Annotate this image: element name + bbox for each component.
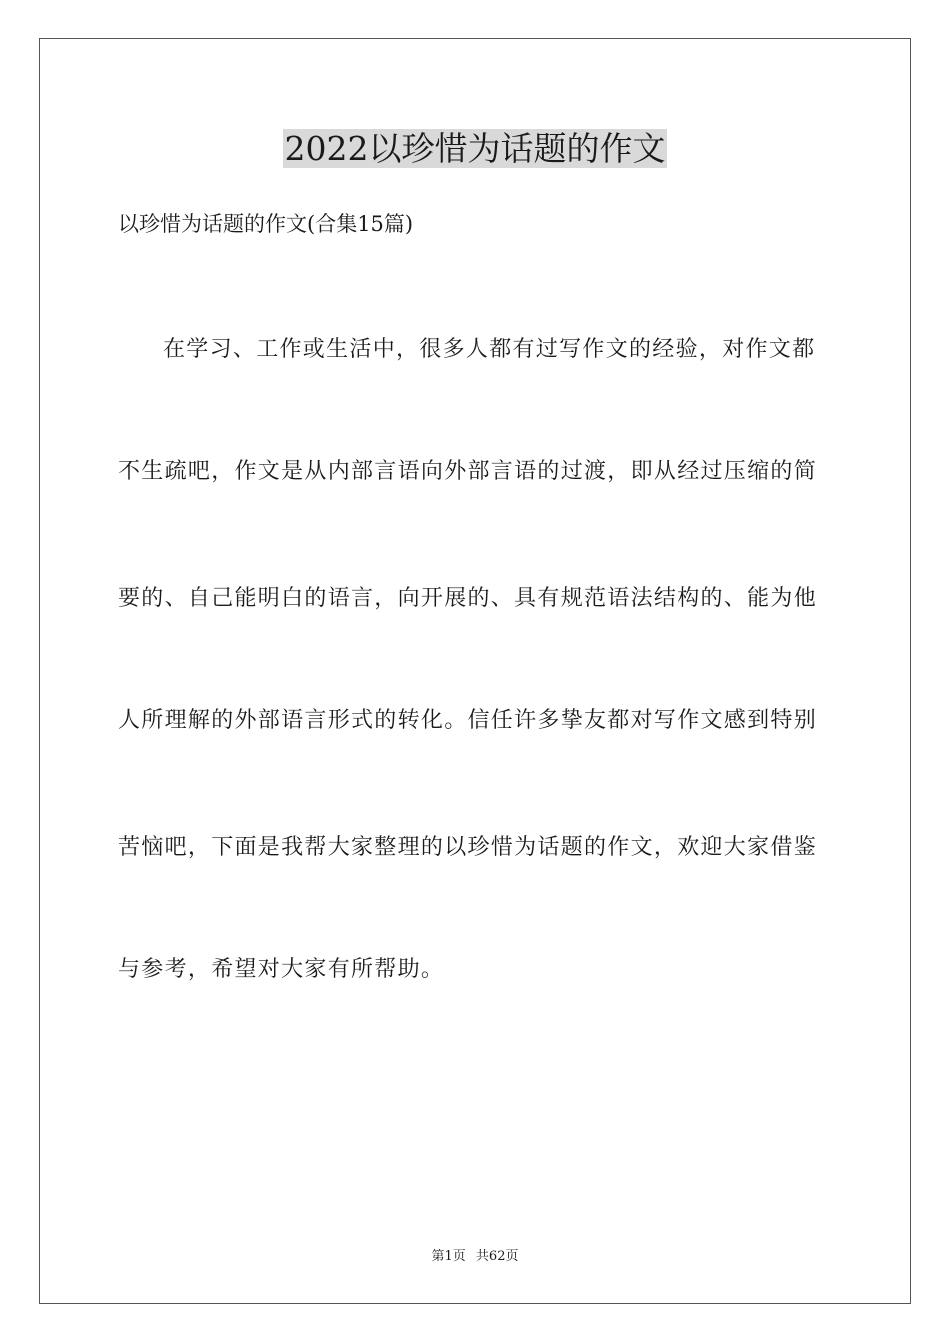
document-subtitle: 以珍惜为话题的作文(合集15篇) — [118, 212, 414, 236]
document-title-text: 2022以珍惜为话题的作文 — [284, 129, 666, 168]
paragraph-line: 与参考，希望对大家有所帮助。 — [118, 957, 445, 982]
paragraph-line: 要的、自己能明白的语言，向开展的、具有规范语法结构的、能为他 — [118, 586, 818, 611]
paragraph-line: 在学习、工作或生活中，很多人都有过写作文的经验，对作文都 — [163, 337, 816, 362]
document-title — [0, 126, 950, 172]
paragraph-line: 苦恼吧，下面是我帮大家整理的以珍惜为话题的作文，欢迎大家借鉴 — [118, 835, 818, 860]
paragraph-line: 不生疏吧，作文是从内部言语向外部言语的过渡，即从经过压缩的简 — [118, 459, 818, 484]
page-number-footer: 第1页 共62页 — [431, 1249, 519, 1264]
paragraph-line: 人所理解的外部语言形式的转化。信任许多挚友都对写作文感到特别 — [118, 708, 818, 733]
